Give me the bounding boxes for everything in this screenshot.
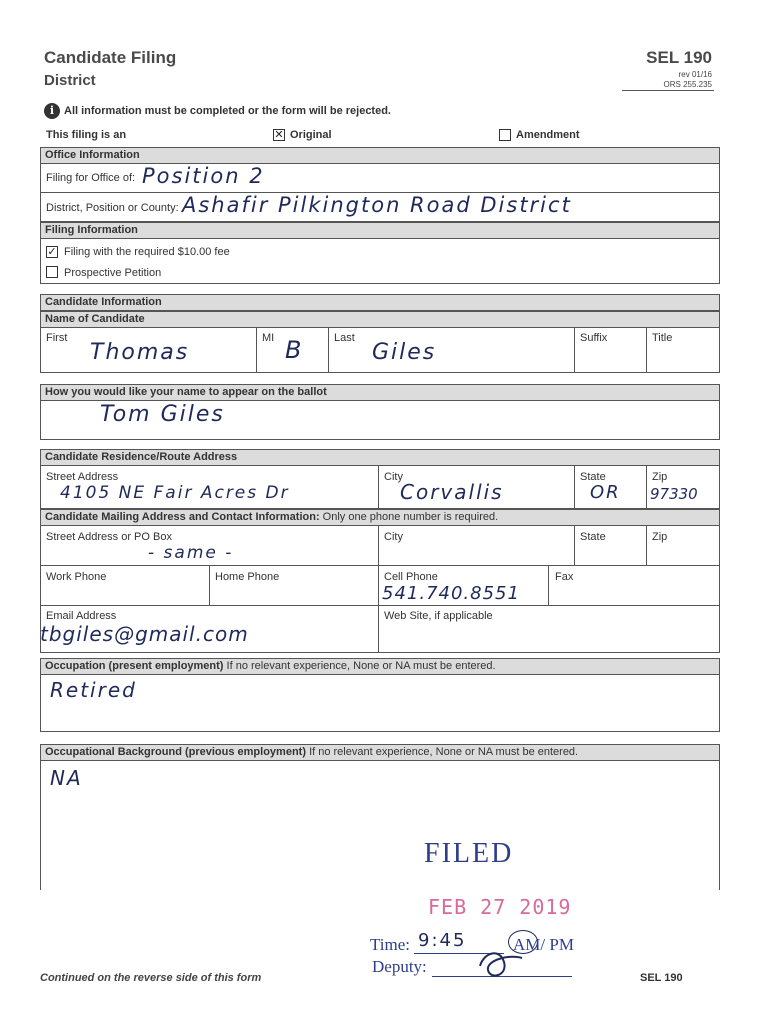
amendment-label: Amendment	[516, 129, 580, 141]
office-field[interactable]: Position 2	[142, 164, 265, 188]
residence-section-header: Candidate Residence/Route Address	[40, 449, 720, 466]
info-icon: i	[44, 103, 60, 119]
occupation-box	[40, 674, 720, 732]
page-title: Candidate Filing	[44, 48, 177, 67]
residence-city-field[interactable]: Corvallis	[400, 480, 504, 504]
fax-label: Fax	[555, 571, 574, 583]
background-section-header	[40, 744, 720, 761]
suffix-label: Suffix	[580, 332, 608, 344]
residence-street-label: Street Address	[46, 471, 119, 483]
divider	[209, 565, 210, 605]
divider	[646, 327, 647, 373]
notice-text: All information must be completed or the form will be rejected.	[64, 105, 391, 117]
signature-stroke	[480, 953, 522, 975]
last-name-field[interactable]: Giles	[372, 340, 437, 365]
amendment-checkbox[interactable]	[499, 129, 511, 141]
divider	[574, 465, 575, 509]
district-field[interactable]: Ashafir Pilkington Road District	[182, 193, 572, 217]
mi-field[interactable]: B	[285, 336, 304, 364]
page-subtitle: District	[44, 72, 96, 89]
divider	[378, 465, 379, 509]
background-right-border	[719, 760, 720, 890]
am-pm-label: AM/ PM	[513, 935, 574, 954]
time-field[interactable]: 9:45	[418, 930, 467, 951]
mailing-section-title: Candidate Mailing Address and Contact Information:	[45, 511, 320, 523]
residence-zip-label: Zip	[652, 471, 668, 483]
divider	[646, 465, 647, 509]
time-label: Time:	[370, 935, 411, 954]
divider	[328, 327, 329, 373]
cell-phone-label: Cell Phone	[384, 571, 438, 583]
divider	[574, 525, 575, 565]
first-name-label: First	[46, 332, 68, 344]
name-section-header: Name of Candidate	[40, 311, 720, 328]
form-revision: rev 01/16	[678, 70, 712, 79]
email-label: Email Address	[46, 610, 117, 622]
background-left-border	[40, 760, 41, 890]
footer-form-id: SEL 190	[640, 972, 683, 984]
candidate-section-header: Candidate Information	[40, 294, 720, 311]
ballot-name-field[interactable]: Tom Giles	[100, 402, 225, 427]
residence-state-label: State	[580, 471, 606, 483]
deputy-label: Deputy:	[372, 957, 427, 976]
residence-zip-field[interactable]: 97330	[650, 485, 698, 503]
fee-checkbox[interactable]: ✓	[47, 246, 57, 258]
filed-date-stamp: FEB 27 2019	[428, 895, 572, 919]
mailing-zip-label: Zip	[652, 531, 668, 543]
background-field[interactable]: NA	[50, 766, 83, 790]
background-title: Occupational Background (previous employment)	[45, 746, 306, 758]
office-label: Filing for Office of:	[46, 172, 136, 184]
mi-label: MI	[262, 332, 275, 344]
divider	[40, 605, 720, 606]
petition-label: Prospective Petition	[64, 267, 162, 279]
occupation-note: If no relevant experience, None or NA must be entered.	[226, 660, 496, 672]
home-phone-label: Home Phone	[215, 571, 280, 583]
mailing-state-label: State	[580, 531, 606, 543]
filing-info-section-header: Filing Information	[40, 222, 720, 239]
occupation-title: Occupation (present employment)	[45, 660, 224, 672]
residence-city-label: City	[384, 471, 403, 483]
divider	[574, 327, 575, 373]
form-id: SEL 190	[646, 48, 712, 67]
district-label: District, Position or County:	[46, 202, 179, 214]
background-note: If no relevant experience, None or NA must be entered.	[309, 746, 579, 758]
original-checkbox[interactable]: ✕	[274, 129, 284, 141]
first-name-field[interactable]: Thomas	[90, 340, 190, 365]
occupation-section-header	[40, 658, 720, 675]
filing-type-label: This filing is an	[46, 129, 127, 141]
work-phone-label: Work Phone	[46, 571, 107, 583]
ballot-section-header: How you would like your name to appear on the ballot	[40, 384, 720, 401]
divider	[40, 565, 720, 566]
divider	[548, 565, 549, 605]
divider	[646, 525, 647, 565]
mailing-section-header	[40, 509, 720, 526]
residence-street-field[interactable]: 4105 NE Fair Acres Dr	[60, 483, 290, 503]
mailing-street-field[interactable]: - same -	[148, 543, 234, 563]
website-label: Web Site, if applicable	[384, 610, 493, 622]
original-label: Original	[290, 129, 332, 141]
title-label: Title	[652, 332, 673, 344]
deputy-signature	[470, 944, 530, 984]
mailing-street-label: Street Address or PO Box	[46, 531, 172, 543]
office-section-header: Office Information	[40, 147, 720, 164]
filed-stamp: FILED	[424, 838, 514, 869]
cell-phone-field[interactable]: 541.740.8551	[382, 583, 520, 604]
divider	[256, 327, 257, 373]
residence-state-field[interactable]: OR	[590, 482, 621, 503]
continued-note: Continued on the reverse side of this form	[40, 972, 262, 984]
mailing-section-note: Only one phone number is required.	[322, 511, 499, 523]
mailing-city-label: City	[384, 531, 403, 543]
last-name-label: Last	[334, 332, 355, 344]
divider	[378, 525, 379, 653]
email-field[interactable]: tbgiles@gmail.com	[40, 622, 249, 646]
petition-checkbox[interactable]	[46, 266, 58, 278]
occupation-field[interactable]: Retired	[50, 678, 137, 702]
ors-reference: ORS 255.235	[663, 80, 712, 89]
fee-label: Filing with the required $10.00 fee	[64, 246, 230, 258]
header-rule	[622, 90, 714, 91]
